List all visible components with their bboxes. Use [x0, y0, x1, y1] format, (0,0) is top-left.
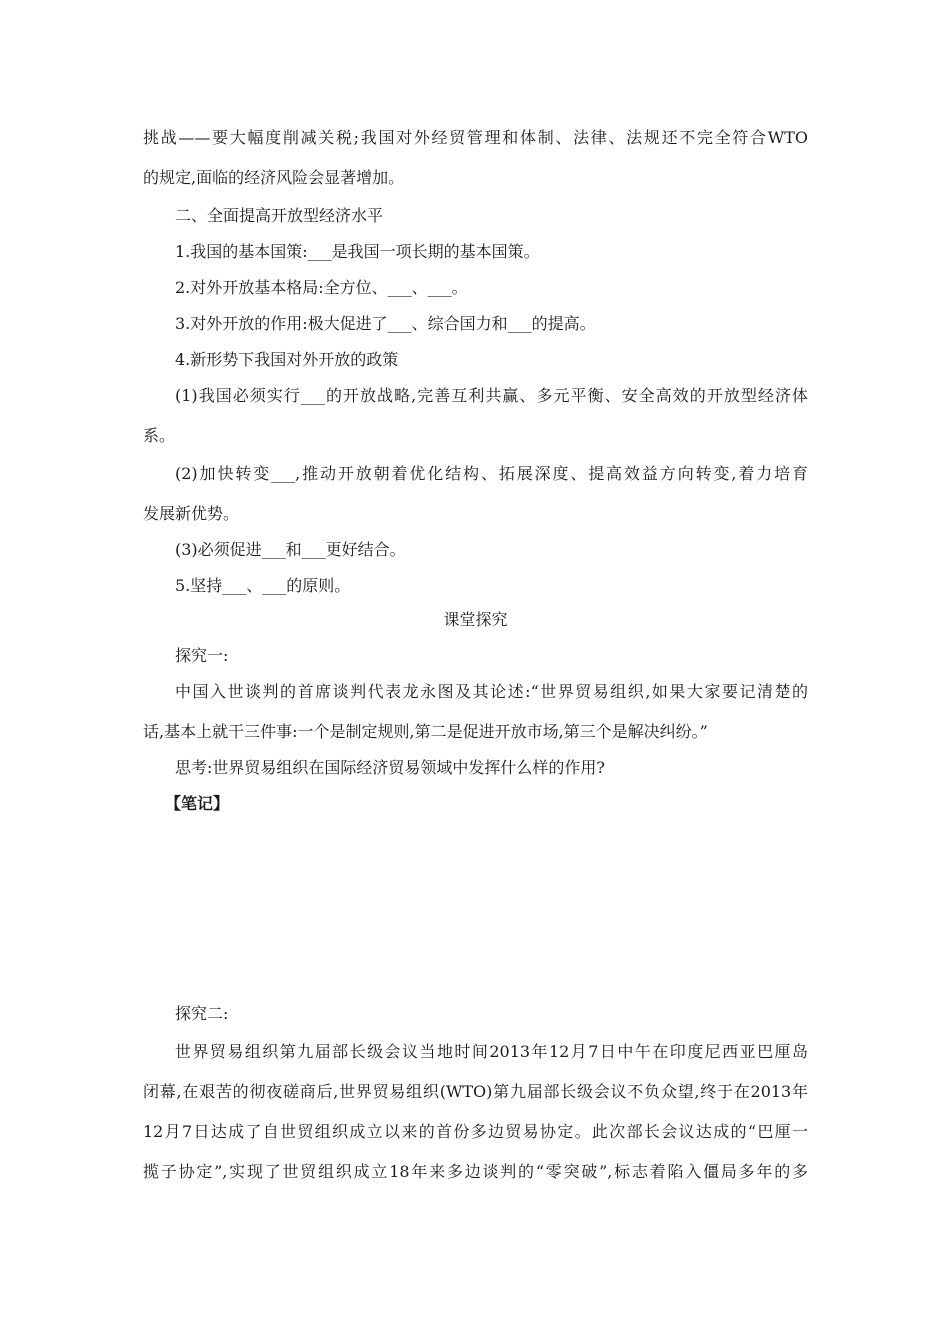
item-5-principle: 5.坚持___、___的原则。 [175, 576, 351, 595]
challenge-text-line-1: 挑战——要大幅度削减关税;我国对外经贸管理和体制、法律、法规还不完全符合WTO [143, 128, 808, 147]
item-4-1-line-1: (1)我国必须实行___的开放战略,完善互利共赢、多元平衡、安全高效的开放型经济体 [175, 386, 808, 405]
item-4-policy-heading: 4.新形势下我国对外开放的政策 [175, 350, 399, 369]
item-2-opening-pattern: 2.对外开放基本格局:全方位、___、___。 [175, 278, 468, 297]
item-3-opening-role: 3.对外开放的作用:极大促进了___、综合国力和___的提高。 [175, 314, 596, 333]
inquiry-1-heading: 探究一: [175, 646, 229, 665]
inquiry-2-heading: 探究二: [175, 1004, 229, 1023]
classroom-inquiry-heading: 课堂探究 [443, 610, 508, 629]
inquiry-2-text-line-4: 揽子协定”,实现了世贸组织成立18年来多边谈判的“零突破”,标志着陷入僵局多年的多 [143, 1162, 808, 1181]
item-4-3: (3)必须促进___和___更好结合。 [175, 540, 406, 559]
challenge-text-line-2: 的规定,面临的经济风险会显著增加。 [143, 168, 405, 187]
item-4-2-line-2: 发展新优势。 [143, 504, 240, 523]
section-heading-2: 二、全面提高开放型经济水平 [175, 206, 384, 225]
inquiry-2-text-line-1: 世界贸易组织第九届部长级会议当地时间2013年12月7日中午在印度尼西亚巴厘岛 [175, 1042, 808, 1061]
inquiry-2-text-line-3: 12月7日达成了自世贸组织成立以来的首份多边贸易协定。此次部长会议达成的“巴厘一 [143, 1122, 808, 1141]
inquiry-1-text-line-1: 中国入世谈判的首席谈判代表龙永图及其论述:“世界贸易组织,如果大家要记清楚的 [175, 682, 808, 701]
item-1-basic-policy: 1.我国的基本国策:___是我国一项长期的基本国策。 [175, 242, 540, 261]
inquiry-1-question: 思考:世界贸易组织在国际经济贸易领域中发挥什么样的作用? [175, 758, 605, 777]
item-4-2-line-1: (2)加快转变___,推动开放朝着优化结构、拓展深度、提高效益方向转变,着力培育 [175, 464, 808, 483]
notes-label: 【笔记】 [165, 794, 230, 813]
inquiry-2-text-line-2: 闭幕,在艰苦的彻夜磋商后,世界贸易组织(WTO)第九届部长级会议不负众望,终于在2013年 [143, 1082, 808, 1101]
inquiry-1-text-line-2: 话,基本上就干三件事:一个是制定规则,第二是促进开放市场,第三个是解决纠纷。” [143, 722, 708, 741]
item-4-1-line-2: 系。 [143, 426, 176, 445]
